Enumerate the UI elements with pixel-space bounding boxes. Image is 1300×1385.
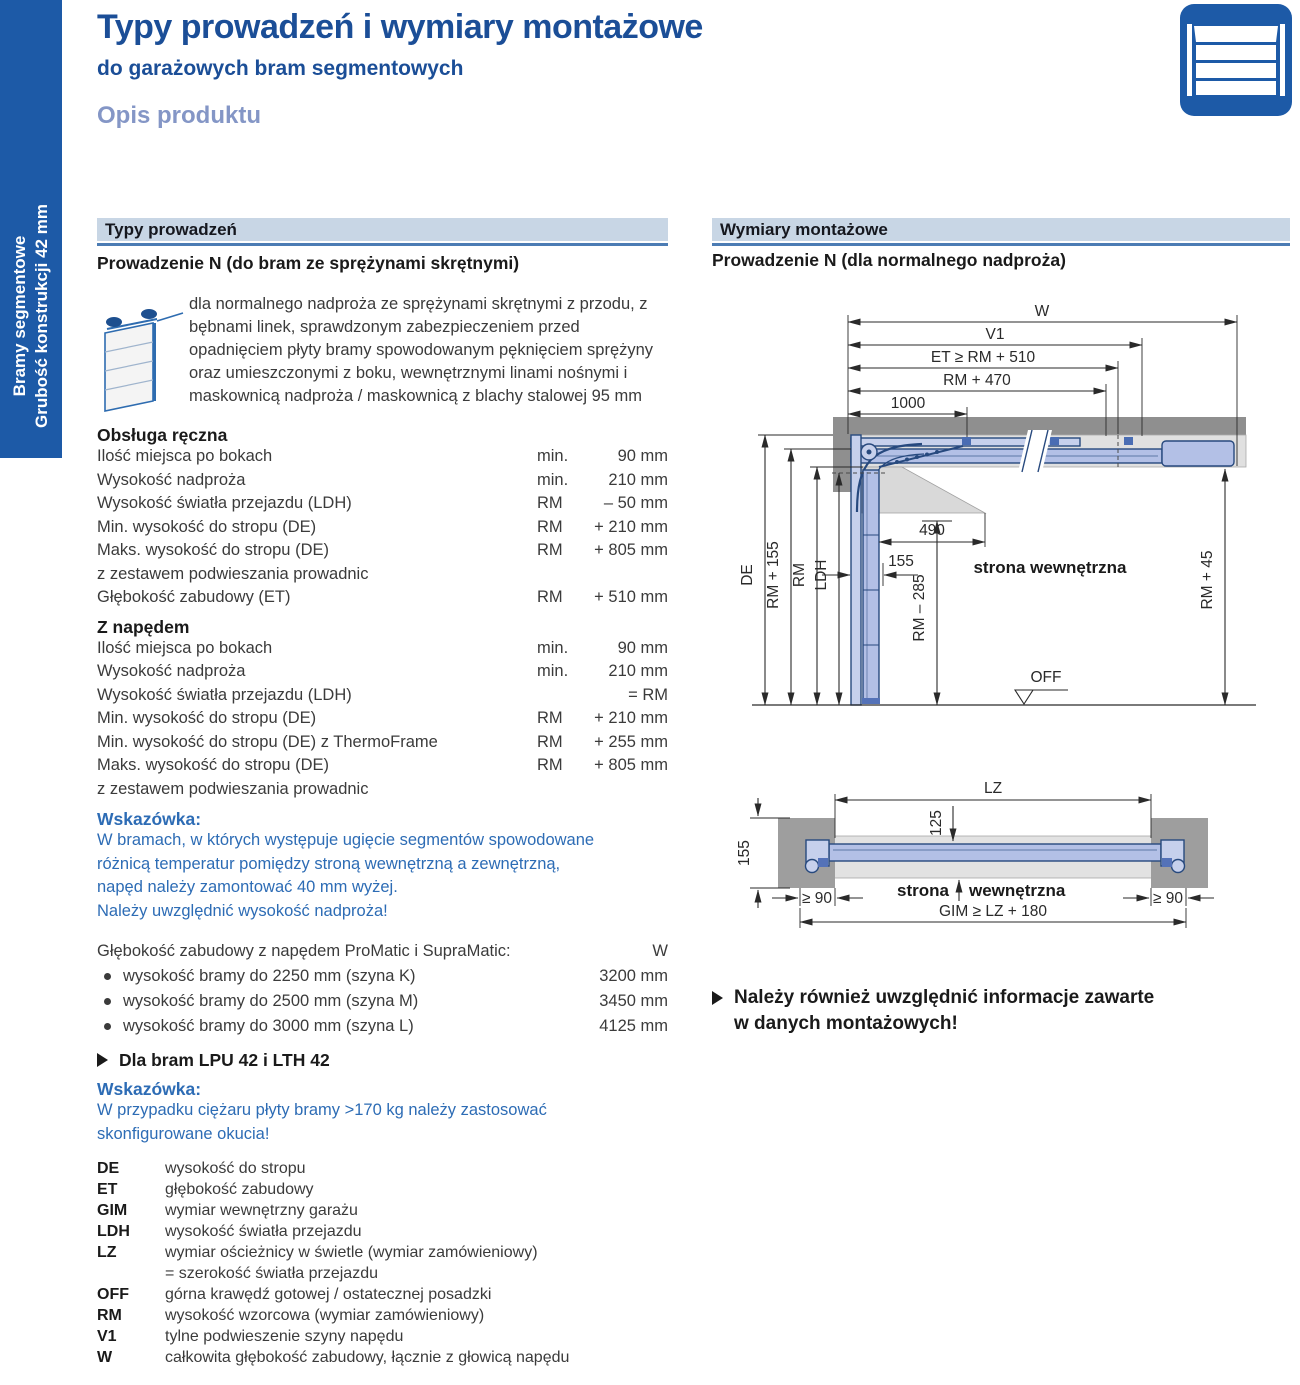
door-leaf [863, 470, 879, 700]
dim-label-v1: V1 [985, 326, 1005, 343]
legend-abbr: V1 [97, 1328, 117, 1345]
door-panel [829, 844, 1161, 861]
dim-label-ge90-right: ≥ 90 [1152, 890, 1184, 907]
legend-abbr: RM [97, 1307, 122, 1324]
dim-label-1000: 1000 [890, 395, 926, 412]
corner-wedge [862, 467, 985, 513]
hint-lines [97, 829, 668, 923]
legend-row [97, 1326, 668, 1347]
inside-label-b: wewnętrzna [969, 881, 1066, 900]
table-row [97, 707, 668, 731]
legend-row [97, 1284, 668, 1305]
row-value: 210 mm [608, 662, 668, 680]
row-value: 90 mm [617, 447, 668, 465]
plan-view-diagram [712, 762, 1300, 952]
row-label: Min. wysokość do stropu (DE) [97, 709, 317, 727]
lpu-note-row [97, 1049, 668, 1071]
row-label: Min. wysokość do stropu (DE) [97, 517, 317, 536]
page-title: Typy prowadzeń i wymiary montażowe [97, 8, 703, 46]
spring-coil [925, 453, 929, 457]
legend-row [97, 1242, 668, 1284]
row-ref: RM [537, 732, 563, 751]
list-item [97, 964, 668, 989]
row-value: + 805 mm [594, 756, 668, 774]
inside-label: strona wewnętrzna [973, 558, 1127, 577]
sidebar-label [9, 204, 53, 428]
off-label: OFF [1030, 669, 1062, 686]
manual-title: Obsługa ręczna [97, 425, 228, 445]
table-row [97, 731, 668, 755]
depth-list [97, 964, 668, 1039]
table-row [97, 469, 668, 493]
table-row [97, 637, 668, 661]
dim-label-rm285: RM – 285 [911, 574, 928, 642]
hint-lines [97, 1099, 668, 1146]
row-value: + 510 mm [594, 588, 668, 606]
sidebar-line2: Grubość konstrukcji 42 mm [32, 204, 51, 428]
bullet-icon [104, 998, 111, 1005]
row-ref: RM [537, 494, 563, 512]
page-subtitle: do garażowych bram segmentowych [97, 57, 464, 80]
row-ref: RM [537, 756, 563, 774]
dim-label-rm470: RM + 470 [943, 372, 1011, 389]
roller-right [1172, 860, 1185, 873]
hint-line: W przypadku ciężaru płyty bramy >170 kg należy zastosować [97, 1101, 547, 1119]
legend-row [97, 1200, 668, 1221]
triangle-bullet-icon [712, 991, 723, 1005]
suspension-clip [1124, 437, 1133, 445]
dim-label-rm155: RM + 155 [765, 541, 782, 609]
legend-def: wysokość wzorcowa (wymiar zamówieniowy) [165, 1307, 485, 1324]
spring-coil [935, 450, 939, 454]
legend-def2: = szerokość światła przejazdu [165, 1265, 378, 1282]
drive-title: Z napędem [97, 616, 190, 637]
legend-def: wymiar wewnętrzny garażu [165, 1202, 358, 1219]
drive-head [1162, 441, 1234, 466]
item-label: wysokość bramy do 2250 mm (szyna K) [123, 967, 416, 985]
row-value: + 210 mm [594, 709, 668, 727]
row-value: + 805 mm [594, 541, 668, 559]
hint-note-2 [97, 1079, 668, 1146]
row-ref: RM [537, 709, 563, 727]
note-line-1: Należy również uwzględnić informacje zawarte [734, 987, 1155, 1008]
bullet-icon [104, 1023, 111, 1030]
spring-coil [905, 458, 909, 462]
hint-line: napęd należy zamontować 40 mm wyżej. [97, 878, 398, 896]
row-ref [537, 778, 586, 802]
row-value [586, 563, 668, 587]
hint-line: Należy uwzględnić wysokość nadproża! [97, 901, 388, 920]
depth-heading: Głębokość zabudowy z napędem ProMatic i SupraMatic: [97, 942, 511, 960]
row-value: – 50 mm [603, 494, 668, 512]
dim-label-de: DE [739, 564, 756, 586]
triangle-bullet-icon [97, 1053, 108, 1067]
row-ref: RM [537, 588, 563, 606]
row-label: Maks. wysokość do stropu (DE) [97, 756, 329, 774]
table-row [97, 778, 668, 802]
lpu-note: Dla bram LPU 42 i LTH 42 [119, 1049, 330, 1070]
dim-label-rm45: RM + 45 [1199, 550, 1216, 610]
off-level-icon [1015, 690, 1033, 704]
legend-row [97, 1158, 668, 1179]
legend-def: wysokość do stropu [165, 1160, 306, 1177]
track-clip [1050, 437, 1059, 445]
table-row [97, 684, 668, 708]
hint-line: różnicą temperatur pomiędzy stroną wewnętrzną a zewnętrzną, [97, 854, 561, 873]
legend-def: wysokość światła przejazdu [165, 1223, 362, 1240]
row-ref: min. [537, 638, 569, 657]
depth-unit: W [652, 942, 668, 960]
dim-label-125: 125 [928, 810, 945, 836]
installation-note [712, 985, 1282, 1037]
row-label: z zestawem podwieszania prowadnic [97, 779, 369, 798]
depth-heading-row [97, 939, 668, 964]
bottom-seal [862, 698, 880, 704]
bullet-icon [104, 973, 111, 980]
row-label: Wysokość światła przejazdu (LDH) [97, 685, 352, 704]
row-ref [537, 684, 586, 708]
intro-paragraph: dla normalnego nadproża ze sprężynami skrętnymi z przodu, z bębnami linek, sprawdzonym zabezpieczeniem przed opadnięciem płyty bramy spowodowanym pęknięciem sprężyny oraz umieszczonymi z boku, wewnętrznymi linami nośnymi i maskownicą nadproża / maskownicą z blachy stalowej 95 mm [189, 295, 654, 405]
bracket-left [818, 858, 828, 867]
row-ref: min. [537, 447, 569, 465]
legend-def: wymiar ościeżnicy w świetle (wymiar zamówieniowy) [165, 1244, 538, 1261]
legend-abbr: OFF [97, 1286, 129, 1303]
abbreviation-legend [97, 1158, 668, 1368]
spring-coil [895, 460, 899, 464]
row-label: Min. wysokość do stropu (DE) z ThermoFrame [97, 732, 438, 751]
door-perspective-icon [97, 293, 185, 419]
hint-line: skonfigurowane okucia! [97, 1124, 270, 1143]
sectional-door-icon [1180, 4, 1292, 116]
item-value: 3200 mm [599, 967, 668, 985]
row-value: 210 mm [608, 470, 668, 489]
row-value [586, 778, 668, 802]
sidebar-tab [0, 0, 62, 458]
sidebar-line1: Bramy segmentowe [10, 235, 29, 397]
legend-abbr: ET [97, 1181, 118, 1198]
row-ref: RM [537, 541, 563, 559]
legend-def: głębokość zabudowy [165, 1181, 314, 1198]
legend-abbr: DE [97, 1160, 120, 1177]
track-clip [962, 437, 971, 445]
dim-label-rm: RM [791, 562, 808, 588]
table-row [97, 586, 668, 610]
hint-title: Wskazówka: [97, 809, 202, 829]
bracket-right [1162, 858, 1172, 867]
legend-abbr: LZ [97, 1244, 117, 1261]
legend-abbr: GIM [97, 1202, 128, 1219]
note-line-2: w danych montażowych! [734, 1013, 958, 1034]
table-row [97, 445, 668, 469]
section-bar-left: Typy prowadzeń [97, 218, 668, 241]
row-value: 90 mm [617, 638, 668, 657]
table-row [97, 492, 668, 516]
hint-line: W bramach, w których występuje ugięcie segmentów spowodowane [97, 831, 595, 849]
item-label: wysokość bramy do 3000 mm (szyna L) [123, 1017, 414, 1035]
dim-label-155-plan: 155 [736, 840, 753, 866]
table-row [97, 563, 668, 587]
table-row [97, 516, 668, 540]
table-row [97, 539, 668, 563]
legend-def: tylne podwieszenie szyny napędu [165, 1328, 404, 1345]
section-label: Opis produktu [97, 102, 261, 129]
item-label: wysokość bramy do 2500 mm (szyna M) [123, 992, 419, 1010]
drum-axle [867, 450, 872, 455]
table-row [97, 754, 668, 778]
manual-table [97, 445, 668, 610]
legend-row [97, 1221, 668, 1242]
depth-section [97, 939, 668, 1039]
section-bar-right: Wymiary montażowe [712, 218, 1290, 241]
dim-label-et: ET ≥ RM + 510 [930, 349, 1036, 366]
legend-row [97, 1305, 668, 1326]
row-label: Wysokość nadproża [97, 470, 246, 489]
list-item [97, 1014, 668, 1039]
row-value: + 255 mm [594, 732, 668, 751]
lintel-face [833, 435, 851, 492]
legend-abbr: LDH [97, 1223, 130, 1240]
drive-table [97, 637, 668, 802]
row-label: Maks. wysokość do stropu (DE) [97, 541, 329, 559]
row-label: Ilość miejsca po bokach [97, 447, 273, 465]
legend-def: górna krawędź gotowej / ostatecznej posadzki [165, 1286, 492, 1303]
intro-block [97, 293, 668, 419]
row-label: Ilość miejsca po bokach [97, 638, 273, 657]
row-label: Wysokość światła przejazdu (LDH) [97, 494, 352, 512]
row-label: Wysokość nadproża [97, 662, 246, 680]
hint-title: Wskazówka: [97, 1079, 202, 1099]
row-value: + 210 mm [594, 517, 668, 536]
table-row [97, 660, 668, 684]
item-value: 4125 mm [599, 1017, 668, 1035]
dim-label-490: 490 [919, 522, 945, 539]
row-label: z zestawem podwieszania prowadnic [97, 564, 369, 583]
row-ref: RM [537, 517, 563, 536]
door-frame-profile [851, 435, 861, 705]
row-ref [537, 563, 586, 587]
row-ref: min. [537, 470, 569, 489]
legend-def: całkowita głębokość zabudowy, łącznie z głowicą napędu [165, 1349, 570, 1366]
roller-left [806, 860, 819, 873]
row-ref: min. [537, 662, 569, 680]
dim-label-155: 155 [888, 553, 914, 570]
row-value: = RM [628, 685, 668, 704]
legend-row [97, 1179, 668, 1200]
list-item [97, 989, 668, 1014]
legend-row [97, 1347, 668, 1368]
inside-label-a: strona [897, 881, 949, 900]
dim-label-ge90-left: ≥ 90 [801, 890, 833, 907]
hint-note-1 [97, 809, 668, 923]
dim-label-w: W [1034, 303, 1050, 320]
dim-label-ldh: LDH [813, 559, 830, 591]
legend-abbr: W [97, 1349, 113, 1366]
side-view-diagram [712, 290, 1300, 750]
spring-coil [915, 455, 919, 459]
dim-label-gim: GIM ≥ LZ + 180 [938, 903, 1048, 920]
dim-label-lz: LZ [983, 780, 1003, 797]
left-subhead: Prowadzenie N (do bram ze sprężynami skrętnymi) [97, 253, 520, 273]
item-value: 3450 mm [599, 992, 668, 1010]
row-label: Głębokość zabudowy (ET) [97, 588, 291, 606]
left-column [97, 218, 668, 1368]
right-subhead: Prowadzenie N (dla normalnego nadproża) [712, 250, 1066, 270]
